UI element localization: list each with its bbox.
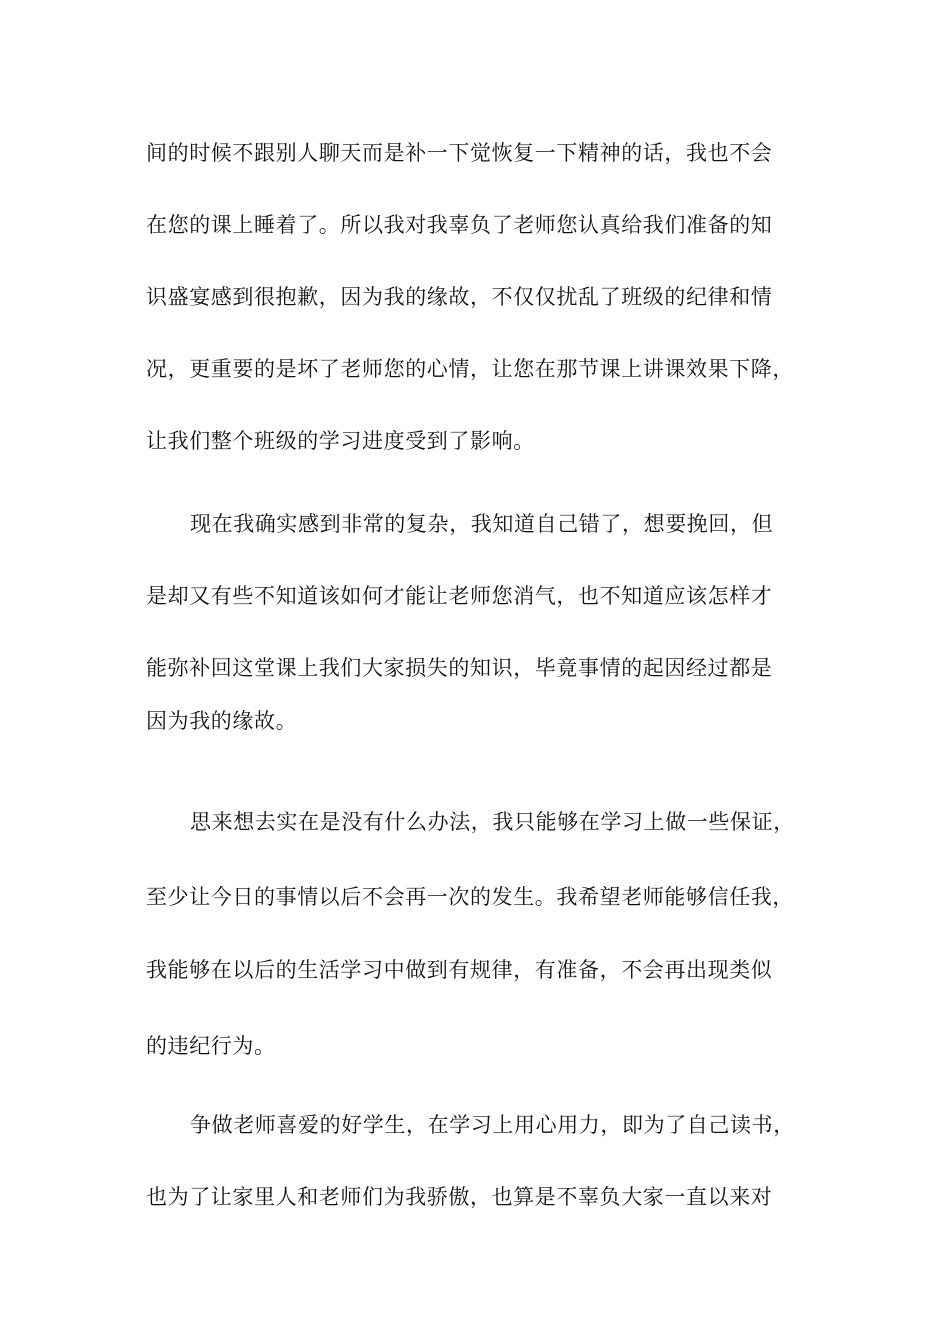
text-line: 在您的课上睡着了。所以我对我辜负了老师您认真给我们准备的知 <box>146 213 773 237</box>
text-line: 的违纪行为。 <box>146 1034 276 1058</box>
text-line: 间的时候不跟别人聊天而是补一下觉恢复一下精神的话，我也不会 <box>146 141 773 165</box>
text-line: 是却又有些不知道该如何才能让老师您消气，也不知道应该怎样才 <box>146 584 773 608</box>
text-line: 也为了让家里人和老师们为我骄傲，也算是不辜负大家一直以来对 <box>146 1185 773 1209</box>
paragraph-first-line: 现在我确实感到非常的复杂，我知道自己错了，想要挽回，但 <box>190 512 774 536</box>
text-line: 识盛宴感到很抱歉，因为我的缘故，不仅仅扰乱了班级的纪律和情 <box>146 285 773 309</box>
text-line: 让我们整个班级的学习进度受到了影响。 <box>146 429 535 453</box>
text-line: 况，更重要的是坏了老师您的心情，让您在那节课上讲课效果下降， <box>146 357 794 381</box>
text-line: 我能够在以后的生活学习中做到有规律，有准备，不会再出现类似 <box>146 958 773 982</box>
paragraph-first-line: 思来想去实在是没有什么办法，我只能够在学习上做一些保证， <box>190 810 795 834</box>
paragraph-first-line: 争做老师喜爱的好学生，在学习上用心用力，即为了自己读书， <box>190 1113 795 1137</box>
text-line: 能弥补回这堂课上我们大家损失的知识，毕竟事情的起因经过都是 <box>146 656 773 680</box>
text-line: 因为我的缘故。 <box>146 709 298 733</box>
text-line: 至少让今日的事情以后不会再一次的发生。我希望老师能够信任我， <box>146 885 794 909</box>
